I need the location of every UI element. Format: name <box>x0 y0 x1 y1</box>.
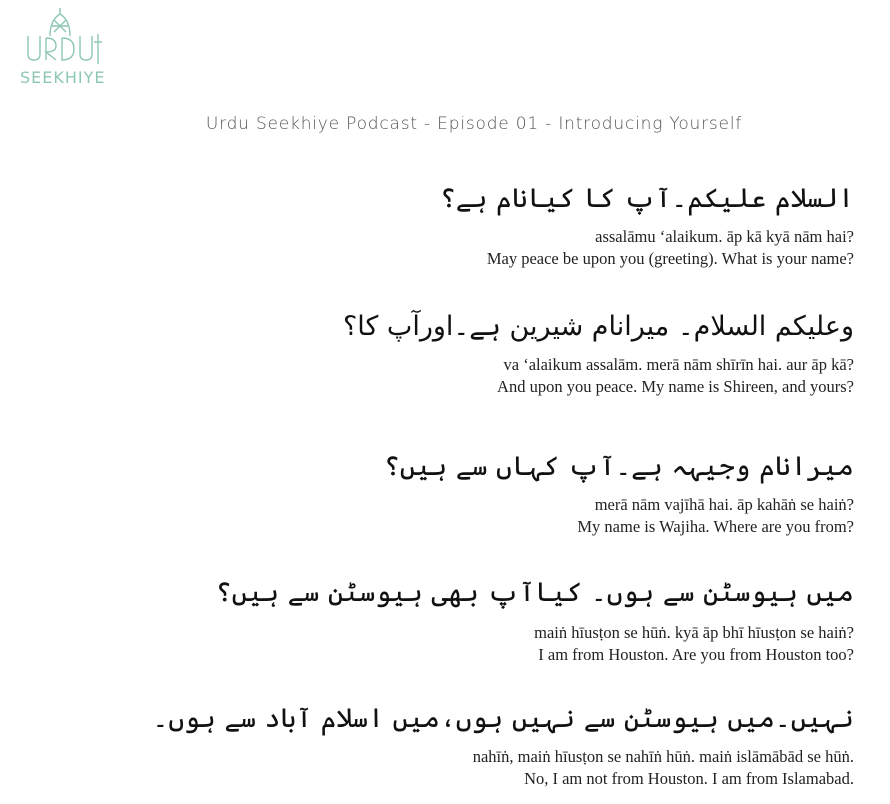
transliteration-line: nahīṅ, maiṅ hīusṭon se nahīṅ hūṅ. maiṅ islāmābād se hūṅ. <box>472 747 854 766</box>
urdu-line: السلام علیکم۔آپ کا کیانام ہے؟ <box>439 183 854 214</box>
english-line: My name is Wajiha. Where are you from? <box>577 517 854 536</box>
english-line: And upon you peace. My name is Shireen, and yours? <box>497 377 854 396</box>
page-title: Urdu Seekhiye Podcast - Episode 01 - Introducing Yourself <box>205 114 743 134</box>
urdu-line: میں ہیوسٹن سے ہوں۔ کیاآپ بھی ہیوسٹن سے ہیں؟ <box>215 577 854 608</box>
logo-wordmark: SEEKHIYE <box>20 68 106 87</box>
dialog-entry-1 <box>134 182 854 270</box>
english-line: May peace be upon you (greeting). What is your name? <box>486 249 854 268</box>
english-line: I am from Houston. Are you from Houston too? <box>538 645 854 664</box>
english-line: No, I am not from Houston. I am from Islamabad. <box>524 769 854 788</box>
dialog-entry-4 <box>134 576 854 666</box>
dialog-entry-5 <box>134 702 854 790</box>
dialog-entry-3 <box>134 450 854 538</box>
urdu-line: وعلیکم السلام۔ میرانام شیرین ہے۔اورآپ کا؟ <box>342 311 854 342</box>
transliteration-line: assalāmu ‘alaikum. āp kā kyā nām hai? <box>595 227 854 246</box>
urdu-line: میرانام وجیہہ ہے۔آپ کہاں سے ہیں؟ <box>383 451 854 482</box>
transliteration-line: maiṅ hīusṭon se hūṅ. kyā āp bhī hīusṭon se haiṅ? <box>534 623 854 642</box>
logo-graphic <box>16 6 116 90</box>
transliteration-line: merā nām vajīhā hai. āp kahāṅ se haiṅ? <box>594 495 854 514</box>
urdu-seekhiye-logo <box>16 6 116 90</box>
urdu-line: نہیں۔میں ہیوسٹن سے نہیں ہوں،میں اسلام آباد سے ہوں۔ <box>152 703 854 734</box>
dialog-entry-2 <box>134 310 854 398</box>
transliteration-line: va ‘alaikum assalām. merā nām shīrīn hai. aur āp kā? <box>503 355 854 374</box>
